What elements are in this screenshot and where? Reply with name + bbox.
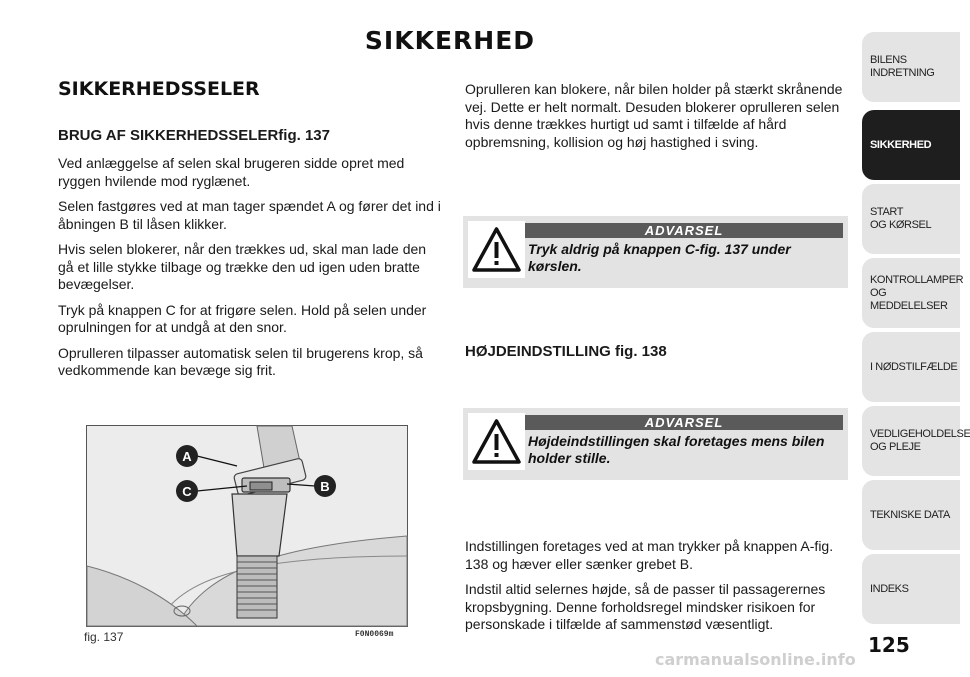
warning-text: Højdeindstillingen skal foretages mens bilen holder stille. <box>528 433 825 466</box>
tab-indeks[interactable]: INDEKS <box>862 554 960 624</box>
warning-box <box>463 408 848 480</box>
warning-icon <box>468 221 525 278</box>
tab-start-og-korsel[interactable]: START OG KØRSEL <box>862 184 960 254</box>
right-intro: Oprulleren kan blokere, når bilen holder på stærkt skrånende vej. Dette er helt normalt. Desuden blokerer oprulleren selen hvis denne trækkes hurtigt ud samt i tilfælde af hård opbremsning, kollision og høj hastighed i sving. <box>465 81 843 150</box>
paragraph: Selen fastgøres ved at man tager spændet A og fører det ind i åbningen B til låsen klikker. <box>58 198 441 232</box>
paragraph: Indstil altid selernes højde, så de passer til passagerernes kropsbygning. Denne forholdsregel mindsker risikoen for personskade i tilfælde af sammenstød væsentligt. <box>465 581 826 632</box>
tab-sikkerhed[interactable]: SIKKERHED <box>862 110 960 180</box>
left-column <box>58 155 444 388</box>
paragraph: Hvis selen blokerer, når den trækkes ud, skal man lade den gå et lille stykke tilbage og trække den ud igen uden bratte bevægelser. <box>58 241 427 292</box>
warning-box <box>463 216 848 288</box>
right-bottom-column <box>465 538 849 642</box>
tab-bilens-indretning[interactable]: BILENS INDRETNING <box>862 32 960 102</box>
tab-nodstilfaelde[interactable]: I NØDSTILFÆLDE <box>862 332 960 402</box>
label-c: C <box>182 484 192 499</box>
paragraph: Oprulleren tilpasser automatisk selen til brugerens krop, så vedkommende kan bevæge sig frit. <box>58 344 423 378</box>
label-a: A <box>182 449 192 464</box>
warning-icon <box>468 413 525 470</box>
tab-tekniske-data[interactable]: TEKNISKE DATA <box>862 480 960 550</box>
warning-title: ADVARSEL <box>525 223 843 238</box>
warning-title: ADVARSEL <box>525 415 843 430</box>
watermark: carmanualsonline.info <box>655 650 856 669</box>
seatbelt-illustration <box>87 426 407 626</box>
subheading-usage: BRUG AF SIKKERHEDSSELERfig. 137 <box>58 127 330 144</box>
figure-137 <box>86 425 408 627</box>
tab-kontrollamper[interactable]: KONTROLLAMPER OG MEDDELELSER <box>862 258 960 328</box>
page-number: 125 <box>868 633 910 657</box>
warning-text: Tryk aldrig på knappen C-fig. 137 under kørslen. <box>528 241 791 274</box>
figure-caption: fig. 137 <box>84 630 124 644</box>
figure-code: F0N0069m <box>355 630 394 639</box>
tab-vedligeholdelse[interactable]: VEDLIGEHOLDELSE OG PLEJE <box>862 406 960 476</box>
paragraph: Ved anlæggelse af selen skal brugeren sidde opret med ryggen hvilende mod ryglænet. <box>58 155 405 189</box>
label-b: B <box>320 479 330 494</box>
chapter-sidebar <box>862 0 970 677</box>
page-title: SIKKERHED <box>364 26 536 55</box>
section-title: SIKKERHEDSSELER <box>58 78 260 100</box>
subheading-height: HØJDEINDSTILLING fig. 138 <box>465 343 667 360</box>
paragraph: Indstillingen foretages ved at man trykker på knappen A-fig. 138 og hæver eller sænker grebet B. <box>465 538 834 572</box>
paragraph: Tryk på knappen C for at frigøre selen. Hold på selen under oprulningen for at undgå at den snor. <box>58 301 427 335</box>
